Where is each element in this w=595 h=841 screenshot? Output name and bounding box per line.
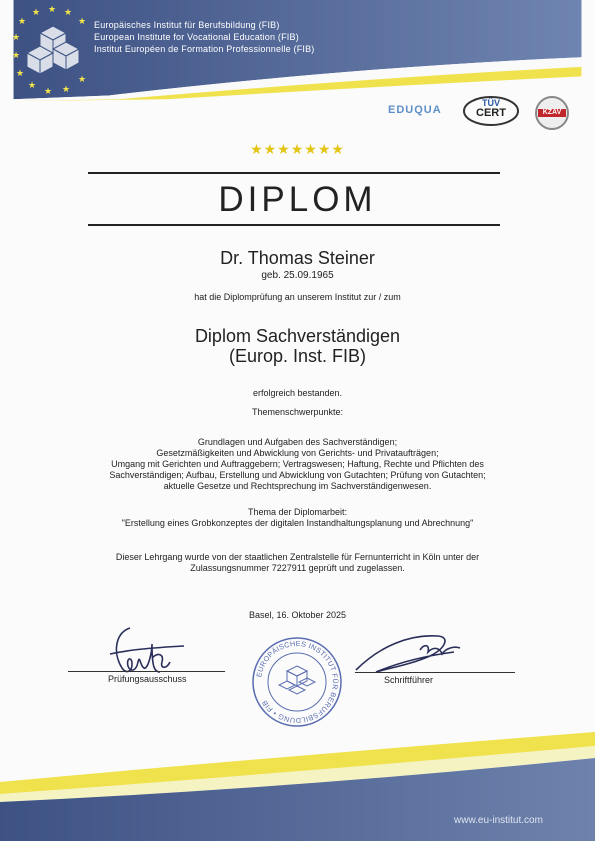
accreditation-line2: Zulassungsnummer 7227911 geprüft und zugelassen. bbox=[190, 563, 405, 573]
institute-name-fr: Institut Européen de Formation Professionnelle (FIB) bbox=[94, 44, 315, 54]
focus-line: Umgang mit Gerichten und Auftraggebern; Vertragswesen; Haftung, Rechte und Pflichten des bbox=[111, 459, 484, 469]
diploma-title: DIPLOM bbox=[218, 180, 377, 219]
focus-line: aktuelle Gesetze und Rechtsprechung im Sachverständigenwesen. bbox=[163, 481, 432, 491]
signature-label-left: Prüfungsausschuss bbox=[108, 674, 187, 684]
institute-seal bbox=[251, 636, 343, 728]
svg-text:★: ★ bbox=[48, 6, 57, 14]
svg-text:★: ★ bbox=[44, 86, 53, 94]
title-rule-bottom bbox=[88, 224, 500, 226]
svg-text:★: ★ bbox=[62, 84, 71, 94]
svg-text:★: ★ bbox=[28, 80, 37, 90]
passed-text: erfolgreich bestanden. bbox=[252, 388, 343, 398]
place-date: Basel, 16. Oktober 2025 bbox=[248, 610, 347, 620]
tuv-cert-logo: TÜV CERT bbox=[462, 94, 520, 134]
footer-url: www.eu-institut.com bbox=[454, 815, 543, 826]
eduqua-logo: EDUQUA bbox=[388, 104, 442, 116]
institute-name-de: Europäisches Institut für Berufsbildung (FIB) bbox=[94, 20, 280, 30]
signature-label-right: Schriftführer bbox=[384, 675, 434, 685]
focus-heading: Themenschwerpunkte: bbox=[251, 407, 344, 417]
accreditation-text bbox=[0, 552, 595, 574]
degree-line2: (Europ. Inst. FIB) bbox=[228, 346, 367, 366]
seal-text: EUROPÄISCHES INSTITUT FÜR BERUFSBILDUNG • FIB bbox=[254, 638, 341, 726]
examiner-signature bbox=[108, 622, 188, 678]
thesis-heading: Thema der Diplomarbeit: bbox=[247, 507, 348, 517]
institute-logo bbox=[10, 6, 96, 94]
focus-line: Sachverständigen; Aufbau, Erstellung und Abwicklung von Gutachten; Prüfung von Gutachten; bbox=[109, 470, 486, 480]
signature-line-left bbox=[68, 671, 225, 672]
svg-text:★: ★ bbox=[78, 74, 87, 84]
recipient-birth: geb. 25.09.1965 bbox=[261, 270, 334, 281]
thesis-title: "Erstellung eines Grobkonzeptes der digitalen Instandhaltungsplanung und Abrechnung" bbox=[121, 518, 474, 528]
kzav-logo: KZAV bbox=[534, 95, 570, 131]
title-rule-top bbox=[88, 172, 500, 174]
svg-text:★: ★ bbox=[78, 16, 87, 26]
focus-line: Grundlagen und Aufgaben des Sachverständigen; bbox=[197, 437, 398, 447]
svg-text:★: ★ bbox=[18, 16, 27, 26]
rating-stars: ★★★★★★★ bbox=[250, 141, 345, 157]
degree-line1: Diplom Sachverständigen bbox=[194, 326, 401, 346]
focus-list bbox=[0, 437, 595, 492]
svg-text:★: ★ bbox=[12, 50, 21, 60]
secretary-signature bbox=[350, 626, 465, 678]
svg-text:★: ★ bbox=[12, 32, 21, 42]
recipient-name: Dr. Thomas Steiner bbox=[220, 248, 375, 268]
focus-line: Gesetzmäßigkeiten und Abwicklung von Gerichts- und Privataufträgen; bbox=[156, 448, 439, 458]
institute-name-en: European Institute for Vocational Education (FIB) bbox=[94, 32, 299, 42]
intro-text: hat die Diplomprüfung an unserem Institut zur / zum bbox=[194, 292, 401, 302]
svg-text:★: ★ bbox=[64, 7, 73, 17]
svg-text:★: ★ bbox=[32, 7, 41, 17]
svg-text:★: ★ bbox=[16, 68, 25, 78]
accreditation-line1: Dieser Lehrgang wurde von der staatlichen Zentralstelle für Fernunterricht in Köln unter der bbox=[115, 552, 480, 562]
signature-line-right bbox=[355, 672, 515, 673]
